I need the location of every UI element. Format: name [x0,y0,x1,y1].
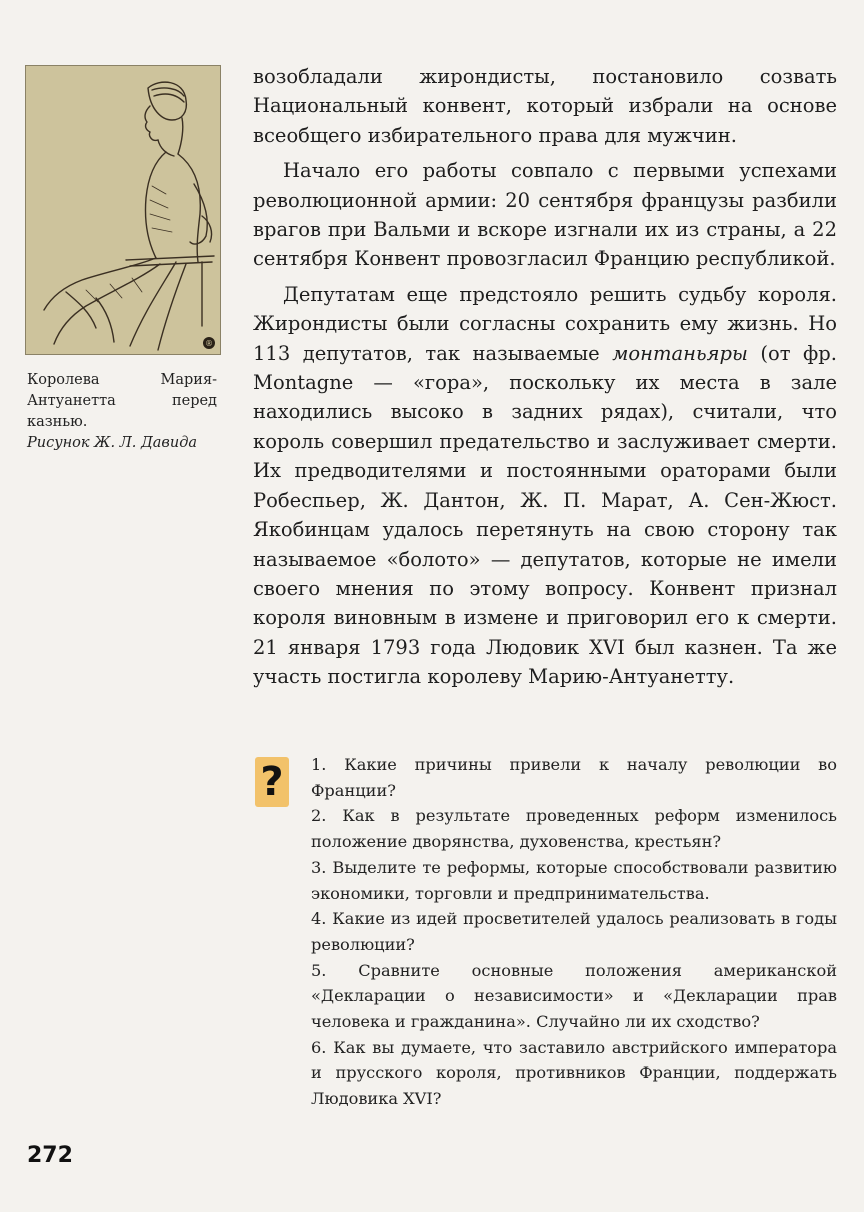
paragraph-3-part-1: Депутатам еще предстояло решить судьбу короля. Жирондисты были согласны сохранить ему жизнь. Но 113 депутатов, так называемые [253,282,837,365]
question-mark-icon: ? [255,757,289,807]
caption-credit: Рисунок Ж. Л. Давида [27,435,198,451]
paragraph-3 [253,280,837,692]
question-item: 3. Выделите те реформы, которые способствовали развитию экономики, торговли и предпринимательства. [311,857,837,903]
question-item: 4. Какие из идей просветителей удалось реализовать в годы революции? [311,909,837,954]
page-number: 272 [27,1143,73,1168]
svg-text:®: ® [205,339,213,348]
term-montagnards: монтаньяры [612,341,748,365]
question-item: 5. Сравните основные положения американской «Декларации о независимости» и «Декларации прав человека и гражданина». Случайно ли их сходство? [311,960,837,1032]
portrait-sketch-icon [26,66,220,354]
question-item: 2. Как в результате проведенных реформ изменилось положение дворянства, духовенства, крестьян? [311,806,837,852]
paragraph-2: Начало его работы совпало с первыми успехами революционной армии: 20 сентября французы разбили врагов при Вальми и вскоре изгнали их из страны, а 22 сентября Конвент провозгласил Францию республикой. [253,159,837,271]
paragraph-1: возобладали жирондисты, постановило созвать Национальный конвент, который избрали на основе всеобщего избирательного права для мужчин. [253,65,837,147]
main-text [253,62,837,698]
caption-text: Королева Мария-Антуанетта перед казнью. [27,372,217,430]
figure-caption [27,370,217,454]
review-questions [311,752,837,1112]
question-item: 1. Какие причины привели к началу революции во Франции? [311,755,837,800]
paragraph-3-part-2: (от фр. Montagne — «гора», поскольку их места в зале находились высоко в задних рядах), считали, что король совершил предательство и заслуживает смерти. Их предводителями и постоянными ораторами были Робеспьер, Ж. Дантон, Ж. П. Марат, А. Сен-Жюст. Якобинцам удалось перетянуть на свою сторону так называемое «болото» — депутатов, которые не имели своего мнения по этому вопросу. Конвент признал короля виновным в измене и приговорил его к смерти. 21 января 1793 года Людовик XVI был казнен. Та же участь постигла королеву Марию-Антуанетту. [253,341,837,689]
question-item: 6. Как вы думаете, что заставило австрийского императора и прусского короля, противников Франции, поддержать Людовика XVI? [311,1037,837,1109]
portrait-illustration [25,65,221,355]
